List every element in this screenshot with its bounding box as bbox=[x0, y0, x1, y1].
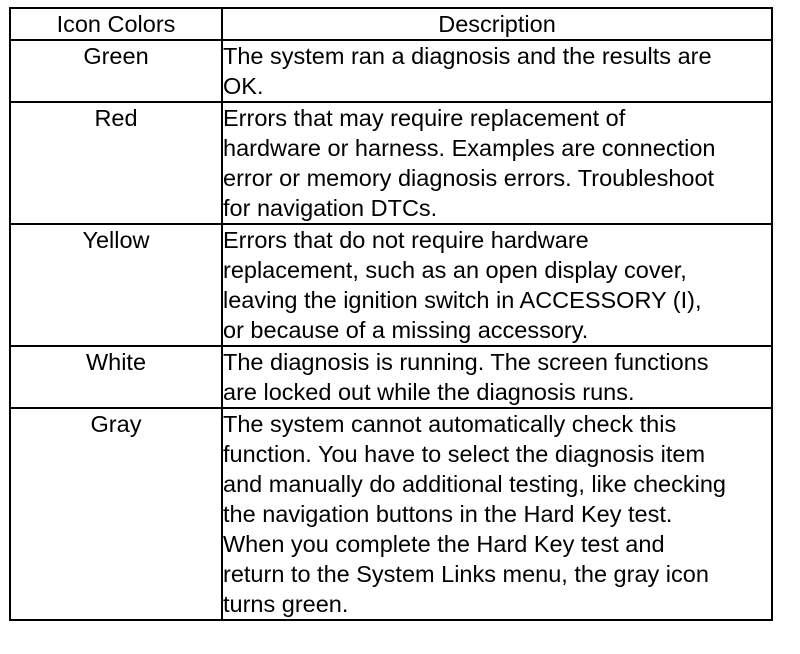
description-cell bbox=[222, 40, 772, 102]
color-name-cell: Yellow bbox=[10, 224, 222, 346]
table-row-white bbox=[10, 346, 772, 408]
color-name-cell: Green bbox=[10, 40, 222, 102]
description-line: and manually do additional testing, like checking bbox=[223, 471, 726, 497]
description-line: the navigation buttons in the Hard Key test. bbox=[223, 501, 673, 527]
description-cell bbox=[222, 408, 772, 620]
description-line: The diagnosis is running. The screen functions bbox=[223, 349, 709, 375]
header-row bbox=[10, 8, 772, 40]
description-line: The system cannot automatically check this bbox=[223, 411, 677, 437]
description-line: hardware or harness. Examples are connection bbox=[223, 135, 716, 161]
description-line: Errors that do not require hardware bbox=[223, 227, 589, 253]
description-line: turns green. bbox=[223, 591, 349, 617]
color-name-cell: White bbox=[10, 346, 222, 408]
description-line: or because of a missing accessory. bbox=[223, 317, 589, 343]
description-line: The system ran a diagnosis and the results are bbox=[223, 43, 712, 69]
icon-colors-table bbox=[9, 7, 773, 621]
color-name-cell: Red bbox=[10, 102, 222, 224]
table-row-gray bbox=[10, 408, 772, 620]
description-line: OK. bbox=[223, 73, 264, 99]
description-line: When you complete the Hard Key test and bbox=[223, 531, 665, 557]
color-name-cell: Gray bbox=[10, 408, 222, 620]
header-description: Description bbox=[222, 8, 772, 40]
description-cell bbox=[222, 346, 772, 408]
description-line: for navigation DTCs. bbox=[223, 195, 438, 221]
description-line: leaving the ignition switch in ACCESSORY (I), bbox=[223, 287, 702, 313]
description-line: return to the System Links menu, the gray icon bbox=[223, 561, 709, 587]
table-row-green bbox=[10, 40, 772, 102]
description-line: Errors that may require replacement of bbox=[223, 105, 626, 131]
description-cell bbox=[222, 224, 772, 346]
table-row-yellow bbox=[10, 224, 772, 346]
description-line: are locked out while the diagnosis runs. bbox=[223, 379, 635, 405]
header-icon-colors: Icon Colors bbox=[10, 8, 222, 40]
description-cell bbox=[222, 102, 772, 224]
description-line: function. You have to select the diagnosis item bbox=[223, 441, 706, 467]
table-row-red bbox=[10, 102, 772, 224]
description-line: error or memory diagnosis errors. Troubleshoot bbox=[223, 165, 715, 191]
description-line: replacement, such as an open display cover, bbox=[223, 257, 687, 283]
